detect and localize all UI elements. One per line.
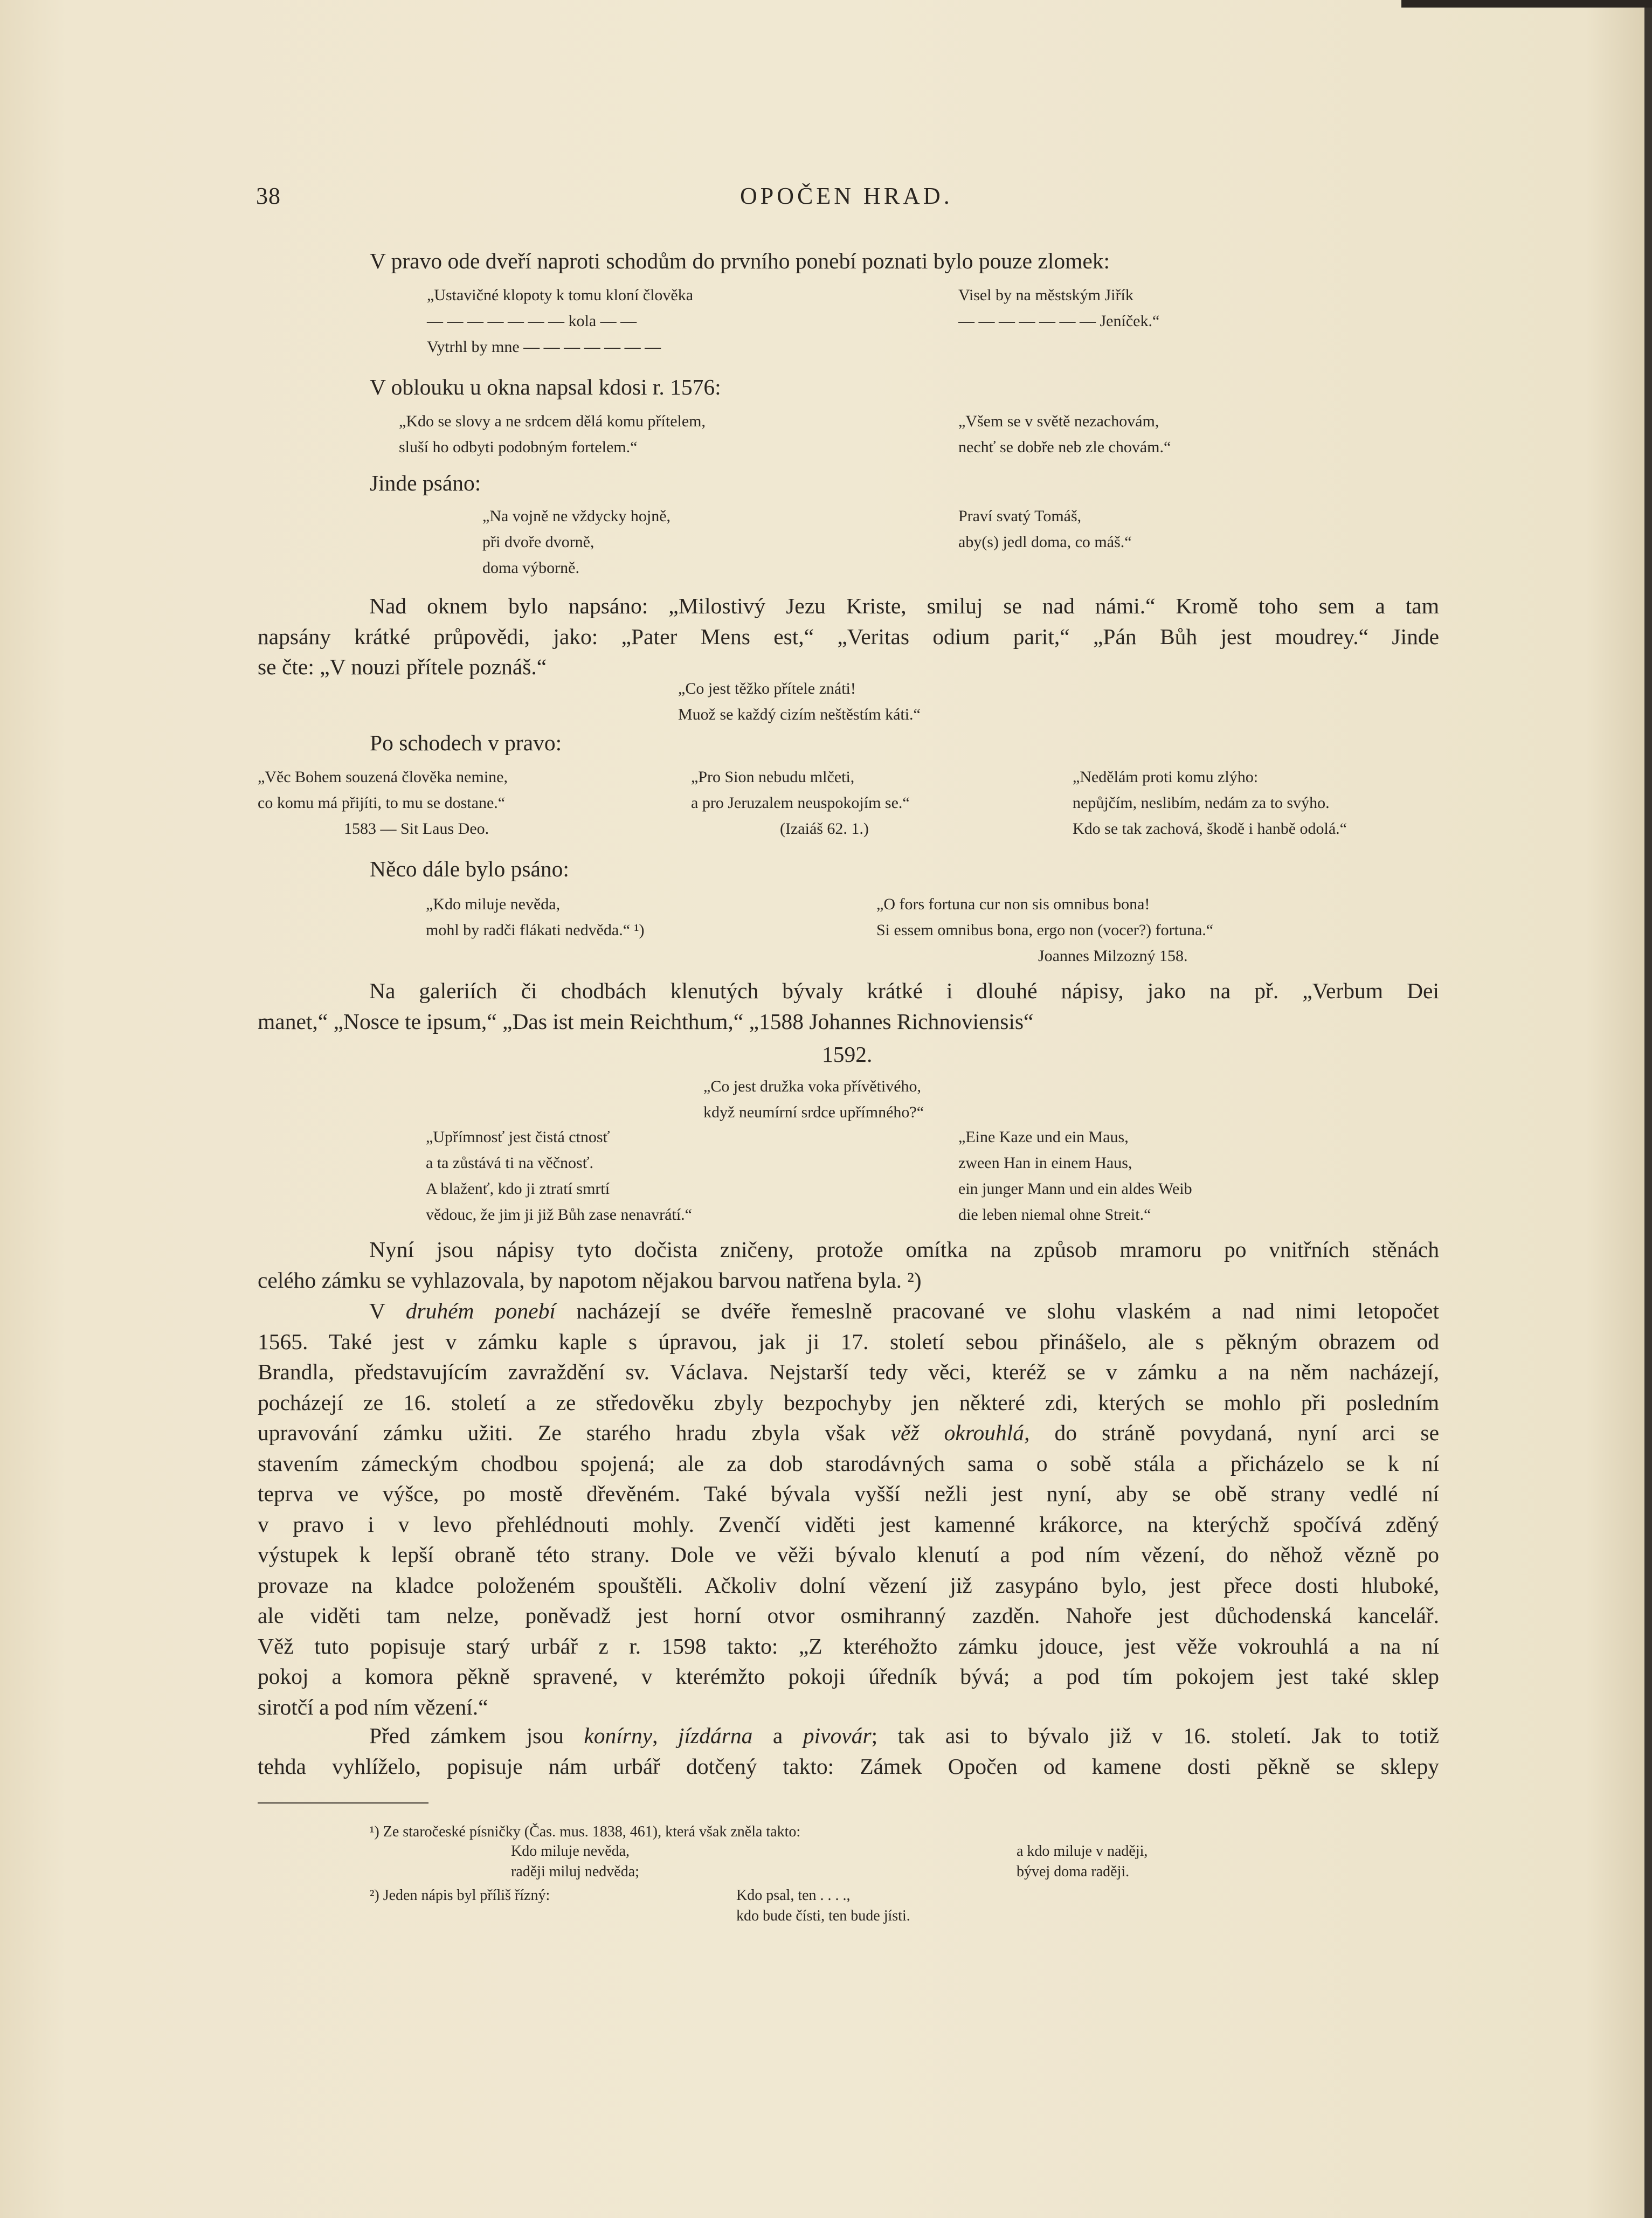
verse-line: Si essem omnibus bona, ergo non (vocer?) fortuna.“ [876,921,1214,939]
section1-right [958,282,1159,334]
section3-intro: Jinde psáno: [370,471,481,495]
verse-line: nepůjčím, neslibím, nedám za to svýho. [1073,794,1330,812]
verse-line: Praví svatý Tomáš, [958,507,1082,525]
section5-col3 [1073,764,1347,842]
verse-line: doma výborně. [482,559,579,577]
section7-center-quote [703,1074,924,1125]
text-line: ale viděti tam nelze, poněvadž jest horní otvor osmihranný zazděn. Nahoře jest důchodenská kancelář. [258,1603,1439,1628]
verse-line: zween Han in einem Haus, [958,1154,1132,1172]
verse-line: — — — — — — — kola — — [427,312,637,330]
verse-line: sluší ho odbyti podobným fortelem.“ [399,438,638,456]
verse-line: mohl by radči flákati nedvěda.“ ¹) [426,921,645,939]
verse-line: „Pro Sion nebudu mlčeti, [691,768,855,786]
verse-line: ein junger Mann und ein aldes Weib [958,1180,1192,1198]
verse-line: „Nedělám proti komu zlýho: [1073,768,1259,786]
verse-line: bývej doma raději. [1017,1863,1130,1880]
verse-line: „Eine Kaze und ein Maus, [958,1128,1129,1146]
verse-line: „Upřímnosť jest čistá ctnosť [426,1128,610,1146]
section4-paragraph [258,591,1439,682]
verse-line: „Na vojně ne vždycky hojně, [482,507,671,525]
footnote-2-intro: ²) Jeden nápis byl příliš řízný: [370,1887,550,1904]
text-line: teprva ve výšce, po mostě dřevěném. Také bývala vyšší nežli jest nyní, aby se obě strany vedlé ní [258,1481,1439,1506]
emphasis: druhém ponebí [405,1298,556,1323]
verse-line: „Kdo miluje nevěda, [426,895,561,913]
verse-line: co komu má přijíti, to mu se dostane.“ [258,794,506,812]
section3-left [482,503,671,581]
verse-line: a ta zůstává ti na věčnosť. [426,1154,594,1172]
section2-intro: V oblouku u okna napsal kdosi r. 1576: [370,375,721,399]
footnote-1-right [1017,1841,1148,1882]
emphasis: konírny [584,1723,653,1748]
section7-right [958,1124,1192,1228]
section2-left [399,409,706,460]
verse-line: „Všem se v světě nezachovám, [958,412,1159,430]
verse-line: aby(s) jedl doma, co máš.“ [958,533,1132,551]
verse-line: nechť se dobře neb zle chovám.“ [958,438,1171,456]
verse-line: kdo bude čísti, ten bude jísti. [736,1908,910,1924]
text-line: Nyní jsou nápisy tyto dočista zničeny, protože omítka na způsob mramoru po vnitřních stěnách [369,1237,1439,1262]
text-line: manet,“ „Nosce te ipsum,“ „Das ist mein Reichthum,“ „1588 Johannes Richnoviensis“ [258,1008,1034,1034]
verse-line: vědouc, že jim ji již Bůh zase nenavrátí.“ [426,1206,692,1224]
section7-left [426,1124,692,1228]
text-line: upravování zámku užiti. Ze starého hradu zbyla však věž okrouhlá, do stráně povydaná, nyní arci se [258,1420,1439,1445]
scan-edge-right [1644,0,1652,2218]
verse-line: Visel by na městským Jiřík [958,286,1133,304]
text-line: se čte: „V nouzi přítele poznáš.“ [258,654,547,679]
text-line: stavením zámeckým chodbou spojená; ale za dob starodávných sama o sobě stála a přicházelo se k ní [258,1450,1439,1476]
section8-paragraph [258,1234,1439,1295]
text-line: Věž tuto popisuje starý urbář z r. 1598 takto: „Z kteréhožto zámku jdouce, jest věže vokrouhlá a na ní [258,1633,1439,1659]
section6-intro: Něco dále bylo psáno: [370,856,569,881]
scan-edge-top [1401,0,1652,8]
year-1592: 1592. [822,1042,873,1067]
emphasis: věž okrouhlá, [890,1420,1030,1445]
text-line: Brandla, představujícím zavraždění sv. Václava. Nejstarší tedy věci, kteréž se v zámku a na něm nacházejí, [258,1359,1439,1384]
verse-line: „Co jest těžko přítele znáti! [678,680,856,697]
section6-right [876,892,1213,969]
verse-line: „Co jest družka voka přívětivého, [703,1077,922,1095]
text-line: napsány krátké průpovědi, jako: „Pater Mens est,“ „Veritas odium parit,“ „Pán Bůh jest moudrey.“ Jinde [258,624,1439,649]
text-line: Před zámkem jsou konírny, jízdárna a pivovár; tak asi to bývalo již v 16. století. Jak to totiž [369,1723,1439,1748]
footnote-1-left [511,1841,639,1882]
footnote-2-verse [736,1885,910,1926]
verse-line: „Kdo se slovy a ne srdcem dělá komu přítelem, [399,412,706,430]
verse-line: Kdo psal, ten . . . ., [736,1887,851,1904]
section5-col2 [691,764,910,842]
verse-line: a kdo miluje v naději, [1017,1843,1148,1860]
section3-right [958,503,1132,555]
emphasis: pivovár [803,1723,872,1748]
text-line: výstupek k lepší obraně této strany. Dole ve věži bývalo klenutí a pod ním vězení, do něhož vězně po [258,1542,1439,1567]
verse-line: Kdo miluje nevěda, [511,1843,630,1860]
text-line: V druhém ponebí nacházejí se dvéře řemeslně pracované ve slohu vlaském a nad nimi letopočet [369,1298,1439,1323]
verse-line: A blaženť, kdo ji ztratí smrtí [426,1180,610,1198]
text-line: sirotčí a pod ním vězení.“ [258,1694,488,1719]
page-header: OPOČEN HRAD. [740,183,953,209]
verse-line: a pro Jeruzalem neuspokojím se.“ [691,794,910,812]
verse-line: při dvoře dvorně, [482,533,595,551]
text-line: pokoj a komora pěkně spravené, v kterémžto pokoji úředník bývá; a pod tím pokojem jest také sklep [258,1664,1439,1689]
verse-line: Kdo se tak zachová, škodě i hanbě odolá.“ [1073,820,1347,838]
emphasis: jízdárna [678,1723,753,1748]
verse-line: „O fors fortuna cur non sis omnibus bona! [876,895,1150,913]
text-line: Na galeriích či chodbách klenutých bývaly krátké i dlouhé nápisy, jako na př. „Verbum Dei [369,978,1439,1003]
section2-right [958,409,1171,460]
text-line: celého zámku se vyhlazovala, by napotom nějakou barvou natřena byla. ²) [258,1267,922,1293]
page-number: 38 [256,183,281,209]
footnote-rule [258,1802,428,1804]
text-line: tehda vyhlíželo, popisuje nám urbář dotčený takto: Zámek Opočen od kamene dosti pěkně se sklepy [258,1753,1439,1779]
text-line: v pravo i v levo přehlédnouti mohly. Zvenčí viděti jest kamenné krákorce, na kterýchž spočívá zděný [258,1511,1439,1537]
verse-line: Muož se každý cizím neštěstím káti.“ [678,706,921,723]
verse-line: (Izaiáš 62. 1.) [780,820,869,838]
section9-paragraph [258,1296,1439,1722]
section6-left [426,892,645,943]
section5-intro: Po schodech v pravo: [370,730,562,755]
verse-line: raději miluj nedvěda; [511,1863,639,1880]
section1-left [427,282,693,360]
text-line: Nad oknem bylo napsáno: „Milostivý Jezu Kriste, smiluj se nad námi.“ Kromě toho sem a tam [369,593,1439,618]
section5-col1 [258,764,508,842]
section4-quote [678,676,921,728]
verse-line: 1583 — Sit Laus Deo. [344,820,489,838]
text-line: 1565. Také jest v zámku kaple s úpravou, jak ji 17. století sebou přinášelo, ale s pěkným obrazem od [258,1329,1439,1354]
verse-line: „Ustavičné klopoty k tomu kloní člověka [427,286,694,304]
section7-paragraph [258,976,1439,1037]
verse-line: — — — — — — — Jeníček.“ [958,312,1160,330]
verse-line: Joannes Milzozný 158. [1038,947,1188,965]
section1-intro: V pravo ode dveří naproti schodům do prvního ponebí poznati bylo pouze zlomek: [370,248,1110,273]
section10-paragraph [258,1720,1439,1781]
verse-line: „Věc Bohem souzená člověka nemine, [258,768,508,786]
verse-line: když neumírní srdce upřímného?“ [703,1103,924,1121]
verse-line: Vytrhl by mne — — — — — — — [427,338,661,356]
verse-line: die leben niemal ohne Streit.“ [958,1206,1151,1224]
text-line: pocházejí ze 16. století a ze středověku zbyly bezpochyby jen některé zdi, kterých se mohlo při posledním [258,1390,1439,1415]
footnote-1-intro: ¹) Ze staročeské písničky (Čas. mus. 1838, 461), která však zněla takto: [370,1823,801,1840]
text-line: provaze na kladce položeném spouštěli. Ačkoliv dolní vězení již zasypáno bylo, jest přece dosti hluboké, [258,1572,1439,1598]
